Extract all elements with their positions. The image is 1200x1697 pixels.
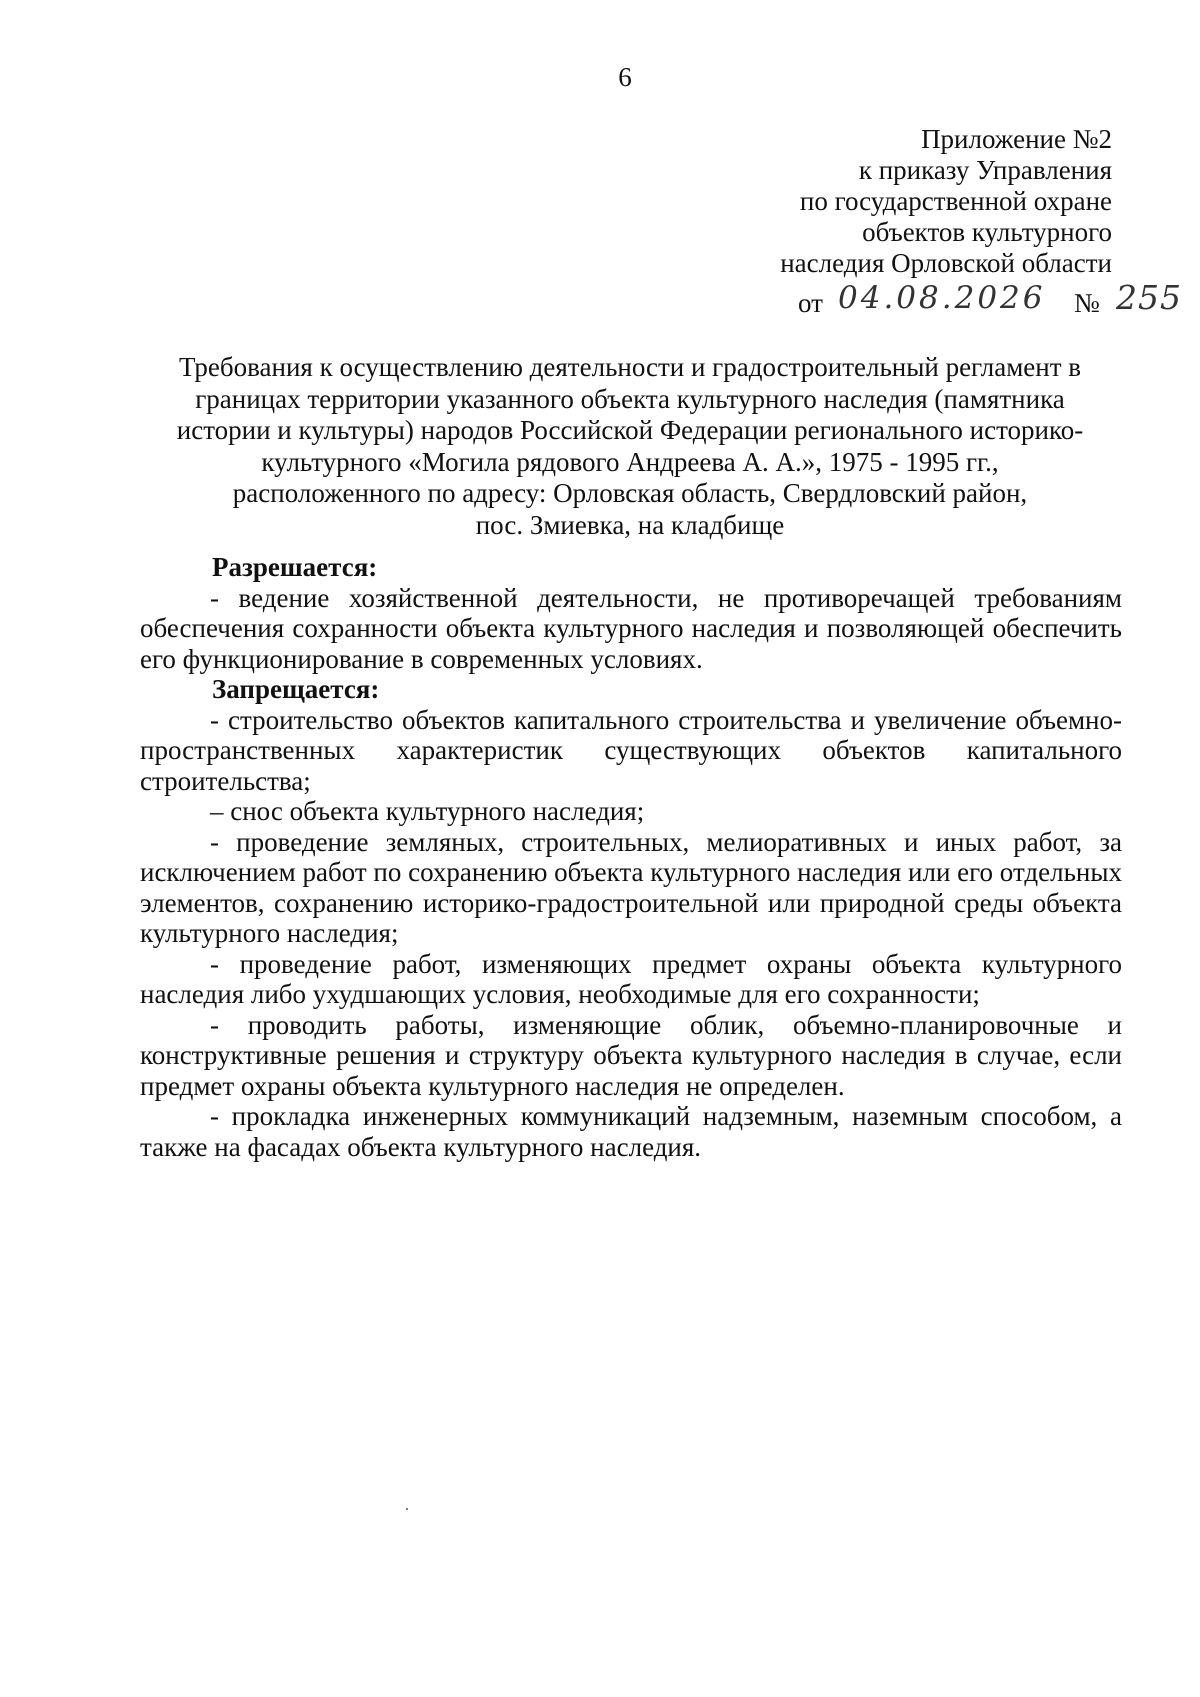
title-line: границах территории указанного объекта культурного наследия (памятника [195, 383, 1065, 414]
title-line: пос. Змиевка, на кладбище [475, 509, 785, 540]
number-prefix: № [1074, 288, 1100, 318]
appendix-line: наследия Орловской области [780, 248, 1112, 278]
prohibited-heading: Запрещается: [212, 674, 380, 704]
appendix-line: по государственной охране [799, 186, 1112, 216]
appendix-line: к приказу Управления [858, 155, 1112, 185]
prohibited-item: - строительство объектов капитального строительства и увеличение объемно-пространственных характеристик существующих объектов капитального строительства; [140, 704, 1122, 796]
title-line: расположенного по адресу: Орловская область, Свердловский район, [232, 478, 1028, 508]
page-number: 6 [618, 62, 632, 92]
allowed-item: - ведение хозяйственной деятельности, не противоречащей требованиям обеспечения сохранности объекта культурного наследия и позволяющей обеспечить его функционирование в современных условиях. [140, 582, 1122, 674]
prohibited-item: - прокладка инженерных коммуникаций надземным, наземным способом, а также на фасадах объекта культурного наследия. [140, 1101, 1122, 1162]
document-body [140, 552, 1122, 1162]
title-line: истории и культуры) народов Российской Федерации регионального историко- [176, 415, 1084, 445]
scan-speck [406, 1508, 408, 1510]
order-date-number-line [798, 278, 1194, 324]
allowed-heading: Разрешается: [212, 552, 378, 582]
prohibited-item: – снос объекта культурного наследия; [210, 796, 645, 826]
date-prefix: от [798, 288, 823, 318]
title-line: Требования к осуществлению деятельности и градостроительный регламент в [178, 352, 1082, 382]
handwritten-date: 04.08.2026 [838, 280, 1046, 316]
document-title [140, 352, 1120, 541]
appendix-line: Приложение №2 [921, 124, 1112, 154]
prohibited-item: - проведение земляных, строительных, мелиоративных и иных работ, за исключением работ по сохранению объекта культурного наследия или его отдельных элементов, сохранению историко-градостроительной или природной среды объекта культурного наследия; [140, 826, 1122, 948]
appendix-line: объектов культурного [862, 217, 1112, 247]
title-line: культурного «Могила рядового Андреева А. А.», 1975 - 1995 гг., [261, 446, 999, 477]
handwritten-number: 255 [1116, 278, 1182, 317]
prohibited-item: - проводить работы, изменяющие облик, объемно-планировочные и конструктивные решения и структуру объекта культурного наследия в случае, если предмет охраны объекта культурного наследия не определен. [140, 1009, 1122, 1101]
prohibited-item: - проведение работ, изменяющих предмет охраны объекта культурного наследия либо ухудшающих условия, необходимые для его сохранности; [140, 948, 1122, 1009]
appendix-header [592, 124, 1112, 279]
